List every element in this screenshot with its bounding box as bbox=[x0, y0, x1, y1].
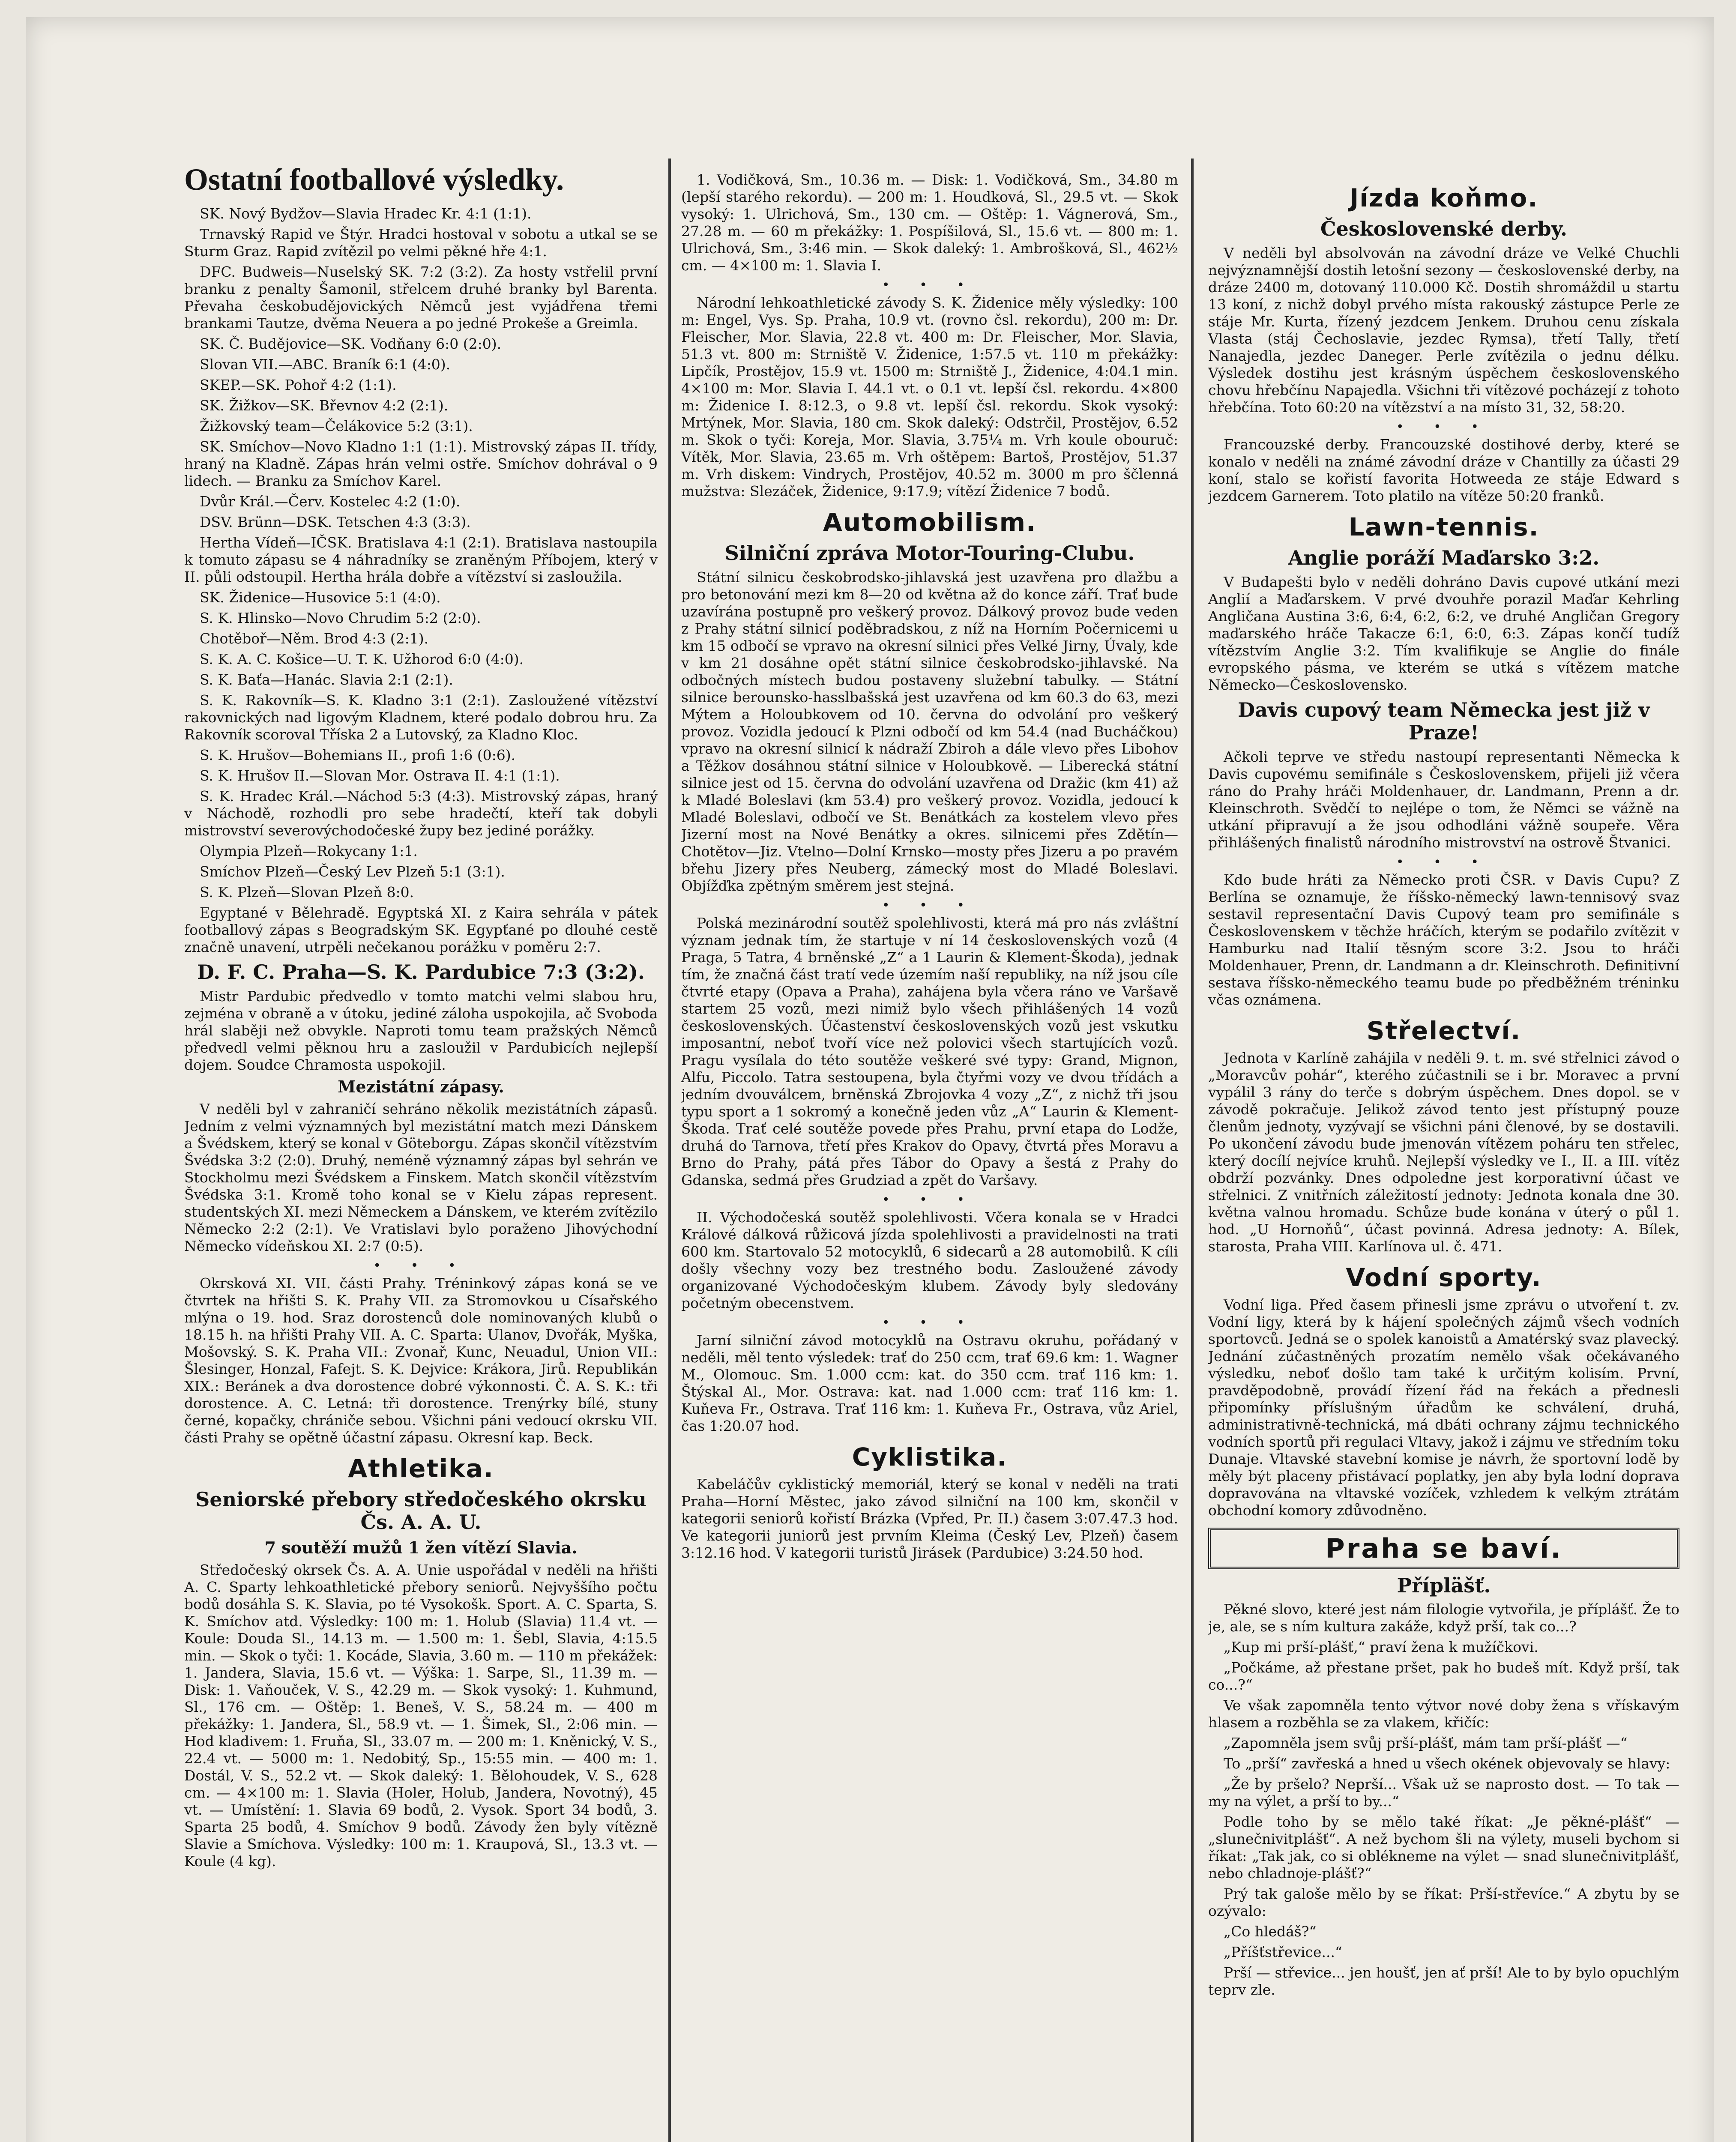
text-paragraph: „Počkáme, až přestane pršet, pak ho budeš mít. Když prší, tak co...?“ bbox=[1208, 1659, 1679, 1693]
text-paragraph: S. K. Hrušov—Bohemians II., profi 1:6 (0:6). bbox=[200, 747, 516, 764]
intl-headline: Mezistátní zápasy. bbox=[338, 1077, 504, 1097]
cycling-report: Kabeláčův cyklistický memoriál, který se konal v neděli na trati Praha—Horní Městec, jako závod silniční na 100 km, skončil v kategorii seniorů kořistí Brázka (Vpřed, Pr. II.) časem 3:07.47.3 hod. Ve kategorii juniorů jest prvním Kleima (Český Lev, Plzeň) časem 3:12.16 hod. V kategorii turistů Jirásek (Pardubice) 3:24.50 hod. bbox=[681, 1475, 1178, 1561]
ostrava-report: Jarní silniční závod motocyklů na Ostravu okruhu, pořádaný v neděli, měl tento výsledek: trať do 250 ccm, trať 69.6 km: 1. Wagner M., Olomouc. Sm. 1.000 ccm: kat. do 350 ccm. trať 116 km: 1. Štýskal Al., Mor. Ostrava: kat. nad 1.000 ccm: trať 116 km: 1. Kuňeva Fr., Ostrava. Trať 116 km: 1. Kuňeva Fr., Ostrava, vůz Ariel, čas 1:20.07 hod. bbox=[681, 1331, 1178, 1434]
football-results-list bbox=[184, 205, 658, 956]
text-paragraph: „Kup mi prší-plášť,“ praví žena k mužíčkovi. bbox=[1224, 1639, 1538, 1656]
text-paragraph: To „prší“ zavřeská a hned u všech okének objevovaly se hlavy: bbox=[1224, 1755, 1670, 1772]
column-middle bbox=[681, 171, 1178, 1565]
athletics-report: Středočeský okrsek Čs. A. A. Unie uspořádal v neděli na hřišti A. C. Sparty lehkoathletické přebory seniorů. Nejvyššího počtu bodů dosáhla S. K. Slavia, po té Vysokošk. Sport. A. C. Sparta, S. K. Smíchov atd. Výsledky: 100 m: 1. Holub (Slavia) 11.4 vt. — Koule: Douda Sl., 14.13 m. — 1.500 m: 1. Šebl, Slavia, 4:15.5 min. — Skok o tyči: 1. Kocáde, Slavia, 3.60 m. — 110 m překážek: 1. Jandera, Slavia, 15.6 vt. — Výška: 1. Sarpe, Sl., 11.39 m. — Disk: 1. Vaňouček, V. S., 42.29 m. — Skok vysoký: 1. Kuhmund, Sl., 176 cm. — Oštěp: 1. Beneš, V. S., 58.24 m. — 400 m překážky: 1. Jandera, Sl., 58.9 vt. — 1. Šimek, Sl., 2:06 min. — Hod kladivem: 1. Fruňa, Sl., 33.07 m. — 200 m: 1. Kněnický, V. S., 22.4 vt. — 5000 m: 1. Nedobitý, Sp., 15:55 min. — 400 m: 1. Dostál, V. S., 52.2 vt. — Skok daleký: 1. Bělohoudek, V. S., 628 cm. — 4×100 m: 1. Slavia (Holer, Holub, Jandera, Novotný), 45 vt. — Umístění: 1. Slavia 69 bodů, 2. Vysok. Sport 34 bodů, 3. Sparta 25 bodů, 4. Smíchov 9 bodů. Závody žen byly vítězně Slavie a Smíchova. Výsledky: 100 m: 1. Kraupová, Sl., 13.3 vt. — Koule (4 kg). bbox=[184, 1561, 658, 1870]
section-title-cycling: Cyklistika. bbox=[852, 1442, 1008, 1472]
text-paragraph: „Zapomněla jsem svůj prší-plášť, mám tam prší-plášť —“ bbox=[1224, 1735, 1628, 1752]
athletics-subhead: 7 soutěží mužů 1 žen vítězí Slavia. bbox=[264, 1538, 578, 1557]
polish-rally-report: Polská mezinárodní soutěž spolehlivosti, která má pro nás zvláštní význam jednak tím, že startuje v ní 14 československých vozů (4 Praga, 5 Tatra, 4 brněnské „Z“ a 1 Laurin & Klement-Škoda), jednak tím, že značná část tratí vede územím naší republiky, na níž jsou cíle čtvrté etapy (Opava a Praha), zahájena byla včera ráno ve Varšavě startem 25 vozů, mezi nimiž bylo všech přihlášených 14 vozů československých. Účastenství československých vozů jest vskutku imposantní, neboť tvoří více než polovici všech startujících vozů. Pragu vysílala do této soutěže veškeré své typy: Grand, Mignon, Alfu, Piccolo. Tatra sestoupena, byla čtyřmi vozy ve dvou třídách a jedním dvouválcem, brněnská Zbrojovka 4 vozy „Z“, z nichž tři jsou typu sport a 1 sokromý a konečně jeden vůz „A“ Laurin & Klement-Škoda. Trať celé soutěže povede přes Prahu, první etapa do Lodže, druhá do Tarnova, třetí přes Krakov do Opavy, čtvrtá přes Moravu a Brno do Prahy, pátá přes Tábor do Opavy a šestá z Prahy do Gdanska, sedmá přes Grudziad a zpět do Varšavy. bbox=[681, 914, 1178, 1188]
derby-headline: Československé derby. bbox=[1320, 217, 1568, 240]
match-headline: D. F. C. Praha—S. K. Pardubice 7:3 (3:2). bbox=[197, 960, 645, 984]
text-paragraph: Pěkné slovo, které jest nám filologie vytvořila, je příplášť. Že to je, ale, se s ním kultura zakáže, když prší, tak co...? bbox=[1208, 1601, 1679, 1635]
text-paragraph: Dvůr Král.—Červ. Kostelec 4:2 (1:0). bbox=[200, 493, 461, 510]
separator-dots: • • • bbox=[882, 897, 978, 913]
praha-se-bavi-box: Praha se baví. bbox=[1208, 1528, 1679, 1569]
text-paragraph: DFC. Budweis—Nuselský SK. 7:2 (3:2). Za hosty vstřelil první branku z penalty Šamonil, střelcem druhé branky byl Barenta. Převaha českobudějovických Němců jest vyjádřena třemi brankami Tautze, dvěma Neuera a po jedné Prokeše a Greimla. bbox=[184, 263, 658, 332]
text-paragraph: „Co hledáš?“ bbox=[1224, 1923, 1317, 1940]
text-paragraph: Hertha Vídeň—IČSK. Bratislava 4:1 (2:1). Bratislava nastoupila k tomuto zápasu se 4 náhradníky se zraněným Příbojem, který v II. půli odstoupil. Hertha hrála dobře a vítězství si zasloužila. bbox=[184, 534, 658, 586]
section-title-horse-riding: Jízda koňmo. bbox=[1349, 183, 1538, 212]
davis-team-report: Kdo bude hráti za Německo proti ČSR. v Davis Cupu? Z Berlína se oznamuje, že říšsko-německý lawn-tennisový svaz sestavil representační Davis Cupový team pro semifinále s Československem v těchže hráčích, kterým se podařilo zvítězit v Hamburku nad Italií těsným score 3:2. Jsou to hráči Moldenhauer, Prenn, dr. Landmann a dr. Kleinschroth. Definitivní sestava říšsko-německého teamu bude po předběžném tréninku včas oznámena. bbox=[1208, 871, 1679, 1008]
text-paragraph: SK. Žižkov—SK. Břevnov 4:2 (2:1). bbox=[200, 397, 449, 414]
text-paragraph: S. K. Hlinsko—Novo Chrudim 5:2 (2:0). bbox=[200, 610, 481, 627]
column-right bbox=[1208, 176, 1679, 2002]
intl-report: V neděli byl v zahraničí sehráno několik mezistátních zápasů. Jedním z velmi významných byl mezistátní match mezi Dánskem a Švédskem, který se konal v Göteborgu. Zápas skončil vítězstvím Švédska 3:2 (2:0). Druhý, neméně významný zápas byl sehrán ve Stockholmu mezi Švédskem a Finskem. Match skončil vítězstvím Švédska 3:1. Kromě toho konal se v Kielu zápas represent. studentských XI. mezi Německem a Dánskem, ve kterém zvítězilo Německo 2:2 (2:1). Ve Vratislavi bylo poraženo Jihovýchodní Německo vídeňskou XI. 2:7 (0:5). bbox=[184, 1101, 658, 1255]
section-title-shooting: Střelectví. bbox=[1366, 1016, 1521, 1045]
women-results: 1. Vodičková, Sm., 10.36 m. — Disk: 1. Vodičková, Sm., 34.80 m (lepší starého rekordu). — 200 m: 1. Houdková, Sl., 29.5 vt. — Skok vysoký: 1. Ulrichová, Sm., 130 cm. — Oštěp: 1. Vágnerová, Sm., 27.28 m. — 60 m překážky: 1. Pospíšilová, Sl., 15.6 vt. — 800 m: 1. Ulrichová, Sm., 3:46 min. — Skok daleký: 1. Ambrošková, Sl., 462½ cm. — 4×100 m: 1. Slavia I. bbox=[681, 171, 1178, 274]
text-paragraph: Olympia Plzeň—Rokycany 1:1. bbox=[200, 843, 418, 860]
feuilleton-title: Přípläšť. bbox=[1397, 1574, 1491, 1597]
text-paragraph: SKEP.—SK. Pohoř 4:2 (1:1). bbox=[200, 377, 397, 394]
section-title-water-sports: Vodní sporty. bbox=[1346, 1262, 1542, 1292]
text-paragraph: Podle toho by se mělo také říkat: „Je pěkné-plášť“ — „slunečnivitplášť“. A než bychom šli na výlety, museli bychom si říkat: „Tak jak, co si oblékneme na výlet — snad slunečnivitplášť, nebo chladnoje-plášť?“ bbox=[1208, 1813, 1679, 1882]
section-title-football: Ostatní footballové výsledky. bbox=[184, 163, 564, 197]
separator-dots: • • • bbox=[882, 1315, 978, 1330]
text-paragraph: SK. Č. Budějovice—SK. Vodňany 6:0 (2:0). bbox=[200, 335, 502, 353]
text-paragraph: S. K. A. C. Košice—U. T. K. Užhorod 6:0 (4:0). bbox=[200, 651, 524, 668]
derby-report: V neděli byl absolvován na závodní dráze ve Velké Chuchli nejvýznamnější dostih letošní sezony — československé derby, na dráze 2400 m, dotovaný 110.000 Kč. Dostih shromáždil u startu 13 koní, z nichž dobyl prvého místa rakouský zástupce Perle ze stáje Mr. Kurta, řízený jezdcem Jenkem. Druhou cenu získala Vlasta (stáj Čechoslavie, jezdec Rymsa), třetí Tally, třetí Nanajedla, jezdec Daneger. Perle zvítězila o jednu délku. Výsledek dostihu jest krásným úspěchem československého chovu hřebčínu Napajedla. Všichni tři vítězové pocházejí z tohoto hřebčína. Toto 60:20 na vítězství a na místo 31, 32, 58:20. bbox=[1208, 244, 1679, 416]
separator-dots: • • • bbox=[1396, 419, 1492, 434]
text-paragraph: Smíchov Plzeň—Český Lev Plzeň 5:1 (3:1). bbox=[200, 863, 505, 880]
tennis-headline: Anglie poráží Maďarsko 3:2. bbox=[1288, 546, 1600, 569]
text-paragraph: SK. Smíchov—Novo Kladno 1:1 (1:1). Mistrovský zápas II. třídy, hraný na Kladně. Zápas hrán velmi ostře. Smíchov dohrával o 9 lidech. — Branku za Smíchov Karel. bbox=[184, 438, 658, 490]
text-paragraph: Prší — střevice... jen houšť, jen ať prší! Ale to by bylo opuchlým teprv zle. bbox=[1208, 1964, 1679, 1998]
athletics-headline: Seniorské přebory středočeského okrsku Čs. A. A. U. bbox=[195, 1488, 647, 1534]
match-report: Mistr Pardubic předvedlo v tomto matchi velmi slabou hru, zejména v obraně a v útoku, jediné záloha uspokojila, ač Svoboda hrál slaběji než obvykle. Naproti tomu team pražských Němců předvedl velmi pěknou hru a zasloužil v Pardubicích nejlepší dojem. Soudce Chramosta uspokojil. bbox=[184, 988, 658, 1074]
text-paragraph: DSV. Brünn—DSK. Tetschen 4:3 (3:3). bbox=[200, 514, 471, 531]
separator-dots: • • • bbox=[373, 1258, 469, 1274]
feuilleton-text bbox=[1208, 1601, 1679, 1998]
text-paragraph: Ve však zapomněla tento výtvor nové doby žena s vřískavým hlasem a rozběhla se za vlakem, křičíc: bbox=[1208, 1697, 1679, 1731]
separator-dots: • • • bbox=[1396, 854, 1492, 870]
text-paragraph: „Že by pršelo? Neprší... Však už se naprosto dost. — To tak — my na výlet, a prší to by...“ bbox=[1208, 1776, 1679, 1810]
section-title-lawn-tennis: Lawn-tennis. bbox=[1348, 512, 1539, 541]
column-rule bbox=[1191, 159, 1194, 2142]
column-left bbox=[184, 163, 658, 1873]
tennis-report: V Budapešti bylo v neděli dohráno Davis cupové utkání mezi Anglií a Maďarskem. V prvé dvouhře porazil Maďar Kehrling Angličana Austina 3:6, 6:4, 6:2, 6:2, ve druhé Angličan Gregory maďarského hráče Takacze 6:1, 6:0, 6:3. Zápas končí tudíž vítězstvím Anglie 3:2. Tím kvalifikuje se Anglie do finále evropského pásma, ve kterém se utká s vítězem matche Německo—Československo. bbox=[1208, 573, 1679, 693]
text-paragraph: Prý tak galoše mělo by se říkat: Prší-střevíce.“ A zbytu by se ozývalo: bbox=[1208, 1885, 1679, 1920]
text-paragraph: Egyptané v Bělehradě. Egyptská XI. z Kaira sehrála v pátek footballový zápas s Beogradským SK. Egypťané po dlouhé cestě značně unavení, utrpěli nečekanou porážku v poměru 2:7. bbox=[184, 904, 658, 956]
text-paragraph: „Příšťstřevice...“ bbox=[1224, 1944, 1342, 1961]
section-title-athletics: Athletika. bbox=[348, 1454, 494, 1484]
okrsek-report: Okrsková XI. VII. části Prahy. Tréninkový zápas koná se ve čtvrtek na hřišti S. K. Prahy VII. za Stromovkou u Císařského mlýna o 19. hod. Sraz dorostenců dole nominovaných klubů o 18.15 h. na hřišti Prahy VII. A. C. Sparta: Ulanov, Dvořák, Myška, Mošovský. S. K. Praha VII.: Zvonař, Kunc, Neuadul, Union VII.: Šlesinger, Honzal, Fafejt. S. K. Dejvice: Krákora, Jirů. Republikán XIX.: Beránek a dva dorostence dobré výkonnosti. Č. A. S. K.: tři dorostence. A. C. Letná: tři dorostence. Trenýrky bílé, stuny černé, kopačky, chrániče sebou. Všichni páni vedoucí okrsku VII. části Prahy se opětně účastní zápasu. Okresní kap. Beck. bbox=[184, 1275, 658, 1446]
text-paragraph: S. K. Hradec Král.—Náchod 5:3 (4:3). Mistrovský zápas, hraný v Náchodě, rozhodli pro sebe hradečtí, kteří tak dobyli mistrovství severovýchodočeské župy bez jediné porážky. bbox=[184, 788, 658, 839]
davis-headline: Davis cupový team Německa jest již v Praze! bbox=[1238, 698, 1650, 744]
newspaper-page bbox=[26, 17, 1714, 2142]
zidenice-report: Národní lehkoathletické závody S. K. Židenice měly výsledky: 100 m: Engel, Vys. Sp. Praha, 10.9 vt. (rovno čsl. rekordu), 200 m: Dr. Fleischer, Mor. Slavia, 22.8 vt. 400 m: Dr. Fleischer, Mor. Slavia, 51.3 vt. 800 m: Strniště V. Židenice, 1:57.5 vt. 110 m překážky: Lipčík, Prostějov, 15.9 vt. 1500 m: Strniště J., Židenice, 4:04.1 min. 4×100 m: Mor. Slavia I. 44.1 vt. o 0.1 vt. lepší čsl. rekordu. 4×800 m: Židenice I. 8:12.3, o 9.8 vt. lepší čsl. rekordu. Skok vysoký: Mrtýnek, Mor. Slavia, 180 cm. Skok daleký: Odstrčil, Prostějov, 6.52 m. Skok o tyči: Koreja, Mor. Slavia, 3.75¼ m. Vrh koule obouruč: Vítěk, Mor. Slavia, 23.65 m. Vrh oštěpem: Bartoš, Prostějov, 51.37 m. Vrh diskem: Vindrych, Prostějov, 40.52 m. 3000 m pro ščlenná mužstva: Slezáček, Židenice, 9:17.9; vítězí Židenice 7 bodů. bbox=[681, 294, 1178, 500]
text-paragraph: S. K. Baťa—Hanác. Slavia 2:1 (2:1). bbox=[200, 671, 453, 688]
shooting-report: Jednota v Karlíně zahájila v neděli 9. t. m. své střelnici závod o „Moravcův pohár“, kterého zúčastnili se i br. Moravec a první vypálil 3 rány do terče s dobrým úspěchem. Dnes dopol. se v závodě pokračuje. Jelikož závod tento jest přístupný pouze členům jednoty, vyzývají se všichni páni členové, by se dostavili. Po ukončení závodu bude jmenován vítězem poháru ten střelec, který docílí nejvíce kruhů. Nejlepší výsledky ve I., II. a III. vítěz obdrží pozvánky. Dnes odpoledne jest korporativní účast ve střelnici. Z vnitřních záležitostí jednoty: Jednota konala dne 30. května valnou hromadu. Schůze bude konána v úterý o půl 1. hod. „U Hornoňů“, účast povinná. Adresa jednoty: A. Bílek, starosta, Praha VIII. Karlínova ul. č. 471. bbox=[1208, 1049, 1679, 1255]
french-derby-report: Francouzské derby. Francouzské dostihové derby, které se konalo v neděli na známé závodní dráze v Chantilly za účasti 29 koní, stalo se kořistí favorita Hotweeda ze stáje Edward s jezdcem Garnerem. Toto platilo na vítěze 50:20 franků. bbox=[1208, 436, 1679, 504]
road-report: Státní silnicu českobrodsko-jihlavská jest uzavřena pro dlažbu a pro betonování mezi km 8—20 od května až do konce září. Trať bude uzavírána postupně pro veškerý provoz. Dálkový provoz bude veden z Prahy státní silnicí poděbradskou, z níž na Horním Počernicemi u km 15 odbočí se vpravo na okresní silnici přes Velké Jirny, Úvaly, kde v km 21 dosáhne opět státní silnice českobrodsko-jihlavské. Na odbočných místech budou postaveny služební tabulky. — Státní silnice berounsko-hasslbašská jest uzavřena od km 60.3 do 63, mezi Mýtem a Holoubkovem od 10. června do odvolání pro veškerý provoz. Vozidla jedoucí k Plzni odbočí od km 54.4 (nad Bucháčkou) vpravo na okresní silnicí k nádraží Zbiroh a dále vlevo přes Libohov a Těžkov dosáhnou státní silnice v Holoubkově. — Liberecká státní silnice jest od 15. června do odvolání uzavřena od Dražic (km 41) až k Mladé Boleslavi (km 53.4) pro veškerý provoz. Vozidla, jedoucí k Mladé Boleslavi, odbočí ve St. Benátkách za kostelem vlevo přes Jizerní most na Nové Benátky a okres. silnicemi přes Zdětín—Chotětov—Jiz. Vtelno—Dolní Krnsko—mosty přes Jizeru a po pravém břehu Jizery přes Neuberg, zámecký most do Mladé Boleslavi. Objížďka zpětným směrem jest stejná. bbox=[681, 568, 1178, 894]
text-paragraph: SK. Židenice—Husovice 5:1 (4:0). bbox=[200, 589, 441, 606]
east-bohemia-report: II. Východočeská soutěž spolehlivosti. Včera konala se v Hradci Králové dálková růžicová jízda spolehlivosti a pravidelnosti na trati 600 km. Startovalo 52 motocyklů, 6 sidecarů a 28 automobilů. K cíli došly všechny vozy bez trestného bodu. Zasloužené závody organizované Východočeským klubem. Závody byly sledovány početným obecenstvem. bbox=[681, 1209, 1178, 1311]
road-report-headline: Silniční zpráva Motor-Touring-Clubu. bbox=[724, 541, 1135, 565]
text-paragraph: S. K. Hrušov II.—Slovan Mor. Ostrava II. 4:1 (1:1). bbox=[200, 767, 560, 784]
text-paragraph: Žižkovský team—Čelákovice 5:2 (3:1). bbox=[200, 418, 473, 435]
separator-dots: • • • bbox=[882, 1192, 978, 1207]
section-title-automobilism: Automobilism. bbox=[823, 508, 1037, 537]
text-paragraph: Chotěboř—Něm. Brod 4:3 (2:1). bbox=[200, 630, 429, 647]
column-rule bbox=[668, 159, 671, 2142]
separator-dots: • • • bbox=[882, 278, 978, 293]
text-paragraph: S. K. Plzeň—Slovan Plzeň 8:0. bbox=[200, 884, 414, 901]
water-sports-report: Vodní liga. Před časem přinesli jsme zprávu o utvoření t. zv. Vodní ligy, která by k hájení společných zájmů všech vodních sportovců. Jedná se o spolek kanoistů a Amatérský svaz plavecký. Jednání zúčastněných prozatím nemělo však očekávaného výsledku, neboť došlo tam také k určitým kolisím. První, pravděpodobně, provádí řízení řád na řekách a přednesli připomínky příslušným úřadům ke schválení, druhá, administrativně-technická, má dbáti ochrany zájmu technického vodních sportů při regulaci Vltavy, jakož i zájmu ve středním toku Dunaje. Vltavské stavební komise je návrh, že sportovní lodě by měly být placeny přistávací poplatky, jen aby byla lodní doprava dopravována na vltavské vozíček, vzhledem k velkým ztrátám obchodní komory zdůvodněno. bbox=[1208, 1296, 1679, 1519]
davis-report: Ačkoli teprve ve středu nastoupí representanti Německa k Davis cupovému semifinále s Československem, přijeli již včera ráno do Prahy hráči Moldenhauer, dr. Landmann, Prenn a dr. Kleinschroth. Svědčí to nejlépe o tom, že Němci se vážně na utkání připravují a že jsou odhodláni vážně soupeře. Věra přihlášených finalistů národního mistrovství na ostrově Štvanici. bbox=[1208, 748, 1679, 851]
text-paragraph: S. K. Rakovník—S. K. Kladno 3:1 (2:1). Zasloužené vítězství rakovnických nad ligovým Kladnem, které podalo dobrou hru. Za Rakovník scoroval Tříska 2 a Lutovský, za Kladno Kloc. bbox=[184, 692, 658, 743]
text-paragraph: Slovan VII.—ABC. Braník 6:1 (4:0). bbox=[200, 356, 451, 373]
text-paragraph: Trnavský Rapid ve Štýr. Hradci hostoval v sobotu a utkal se se Sturm Graz. Rapid zvítězil po velmi pěkné hře 4:1. bbox=[184, 226, 658, 260]
text-paragraph: SK. Nový Bydžov—Slavia Hradec Kr. 4:1 (1:1). bbox=[200, 205, 532, 222]
